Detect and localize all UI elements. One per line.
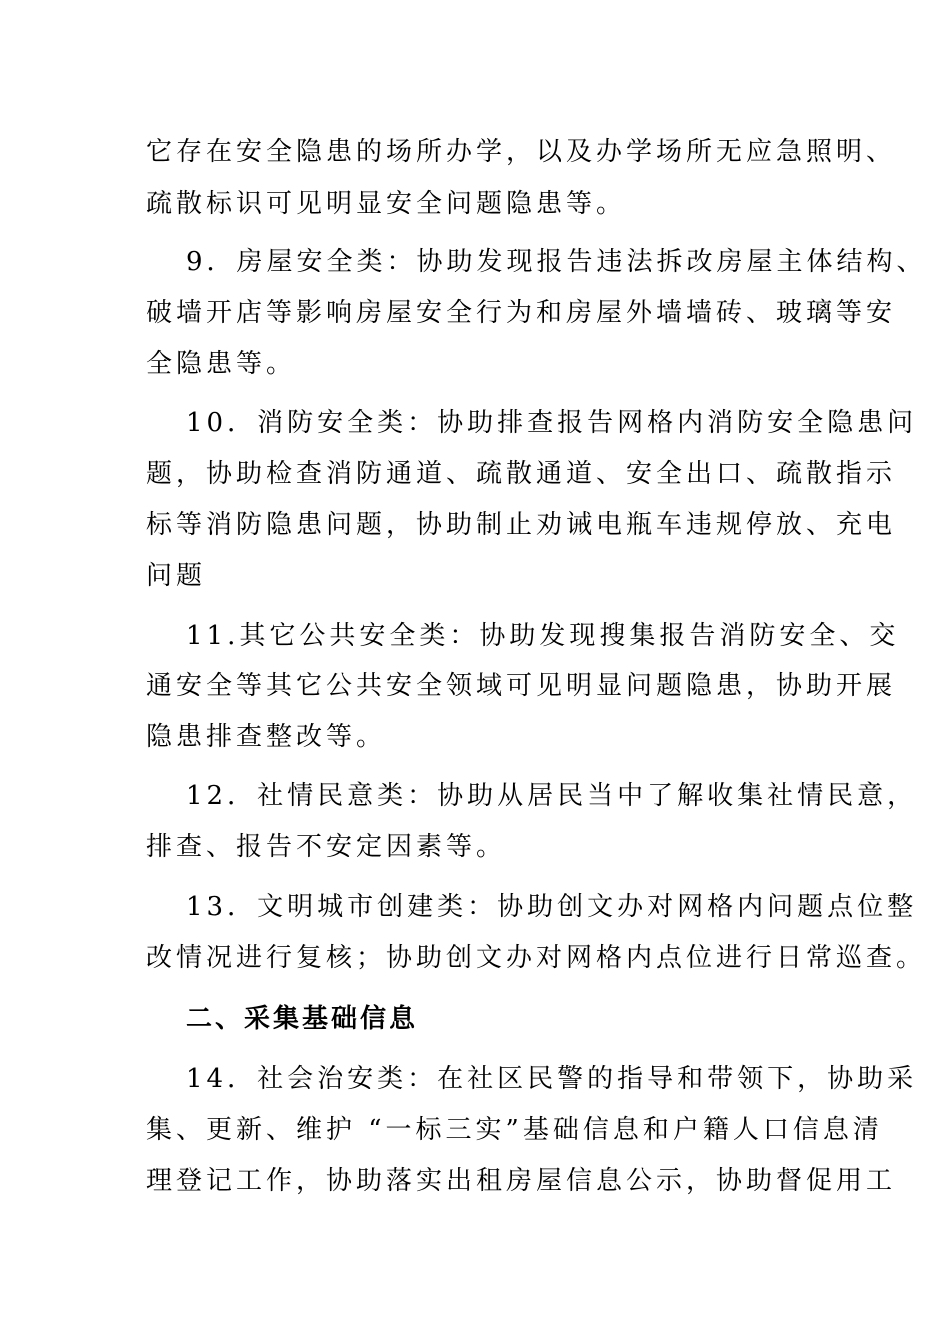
text-line: 全隐患等。 xyxy=(146,349,297,379)
text-line: 疏散标识可见明显安全问题隐患等。 xyxy=(146,189,627,219)
text-line: 改情况进行复核；协助创文办对网格内点位进行日常巡查。 xyxy=(146,943,927,973)
text-line: 题，协助检查消防通道、疏散通道、安全出口、疏散指示 xyxy=(146,459,897,489)
text-line: 破墙开店等影响房屋安全行为和房屋外墙墙砖、玻璃等安 xyxy=(146,298,897,328)
item-10-first-line: 10．消防安全类：协助排查报告网格内消防安全隐患问 xyxy=(186,408,918,438)
text-line: 隐患排查整改等。 xyxy=(146,722,387,752)
text-line: 它存在安全隐患的场所办学，以及办学场所无应急照明、 xyxy=(146,137,897,167)
item-12-first-line: 12．社情民意类：协助从居民当中了解收集社情民意， xyxy=(186,781,918,811)
text-line: 标等消防隐患问题，协助制止劝诫电瓶车违规停放、充电 xyxy=(146,510,897,540)
text-line: 集、更新、维护 “一标三实”基础信息和户籍人口信息清 xyxy=(146,1115,883,1145)
item-11-first-line: 11.其它公共安全类：协助发现搜集报告消防安全、交 xyxy=(186,621,900,651)
text-line: 问题 xyxy=(146,561,207,591)
text-line: 通安全等其它公共安全领域可见明显问题隐患，协助开展 xyxy=(146,671,897,701)
item-14-first-line: 14．社会治安类：在社区民警的指导和带领下，协助采 xyxy=(186,1064,918,1094)
text-line: 理登记工作，协助落实出租房屋信息公示，协助督促用工 xyxy=(146,1166,897,1196)
item-13-first-line: 13．文明城市创建类：协助创文办对网格内问题点位整 xyxy=(186,892,918,922)
text-line: 排查、报告不安定因素等。 xyxy=(146,832,507,862)
section-heading: 二、采集基础信息 xyxy=(186,1004,419,1034)
item-9-first-line: 9．房屋安全类：协助发现报告违法拆改房屋主体结构、 xyxy=(186,247,927,277)
